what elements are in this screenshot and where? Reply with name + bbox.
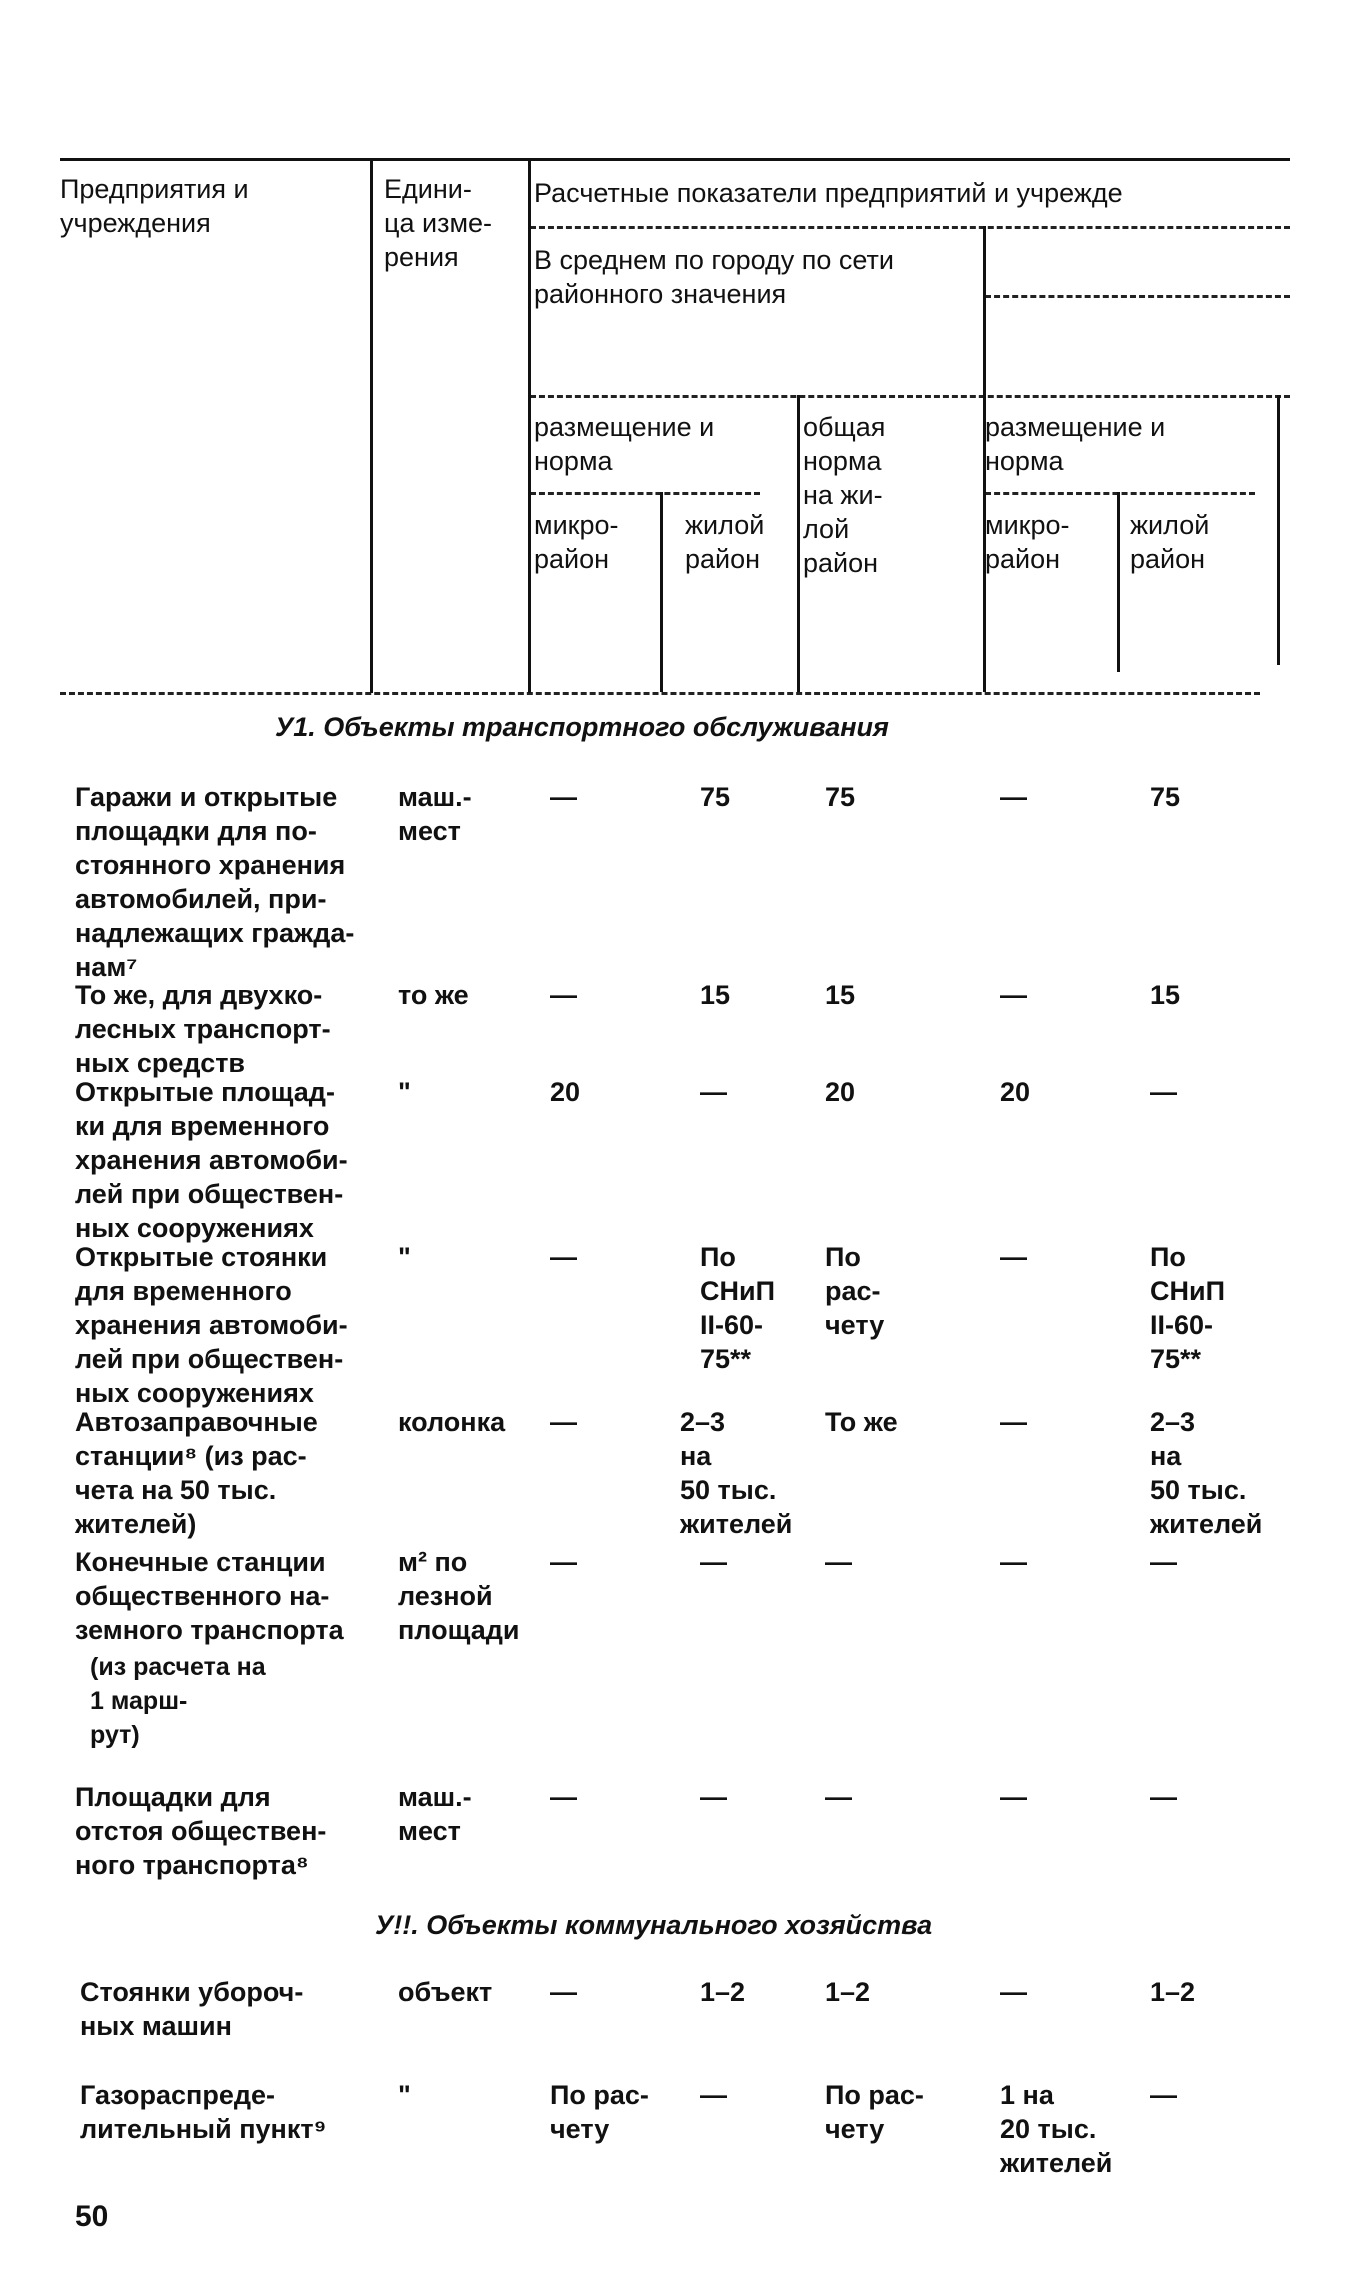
header-microdistrict-2: микро- район [985,510,1070,574]
cell-micro-2: — [1000,1407,1027,1437]
row-unit: то же [398,980,469,1010]
cell-general: — [825,1782,852,1812]
row-unit: " [398,1242,411,1272]
cell-residential-2: 15 [1150,980,1181,1010]
cell-residential-2: — [1150,1077,1177,1107]
header-rule [530,226,1290,229]
row-unit: маш.- мест [398,1782,472,1846]
cell-residential-2: По СНиП II-60- 75** [1150,1242,1226,1374]
row-unit: " [398,1077,411,1107]
row-unit: колонка [398,1407,506,1437]
cell-micro-1: — [550,980,577,1010]
cell-residential-1: По СНиП II-60- 75** [700,1242,776,1374]
column-divider [797,395,800,692]
column-divider [370,158,373,693]
section-title-transport: У1. Объекты транспортного обслуживания [275,712,889,742]
header-residential-1: жилой район [685,510,765,574]
cell-micro-2: — [1000,1242,1027,1272]
cell-micro-2: — [1000,1782,1027,1812]
cell-residential-2: 2–3 на 50 тыс. жителей [1150,1407,1263,1539]
header-residential-2: жилой район [1130,510,1210,574]
cell-residential-2: 1–2 [1150,1977,1196,2007]
cell-general: 75 [825,782,856,812]
cell-general: 15 [825,980,856,1010]
cell-micro-1: — [550,1407,577,1437]
row-unit: " [398,2080,411,2110]
cell-micro-1: — [550,782,577,812]
header-rule [985,295,1290,298]
header-rule [985,492,1255,495]
header-unit: Едини- ца изме- рения [384,174,493,272]
terminal-note: (из расчета на 1 марш- рут) [90,1653,266,1749]
cell-micro-2: 1 на 20 тыс. жителей [1000,2080,1113,2178]
column-divider [660,492,663,692]
cell-general: — [825,1547,852,1577]
cell-residential-1: 1–2 [700,1977,746,2007]
row-unit: м² по лезной площади [398,1547,520,1645]
header-bottom-rule [60,692,1260,695]
cell-residential-1: — [700,1782,727,1812]
cell-micro-2: — [1000,782,1027,812]
column-divider [528,158,531,693]
cell-general: 1–2 [825,1977,871,2007]
cell-residential-2: 75 [1150,782,1181,812]
header-microdistrict-1: микро- район [534,510,619,574]
cell-residential-2: — [1150,1547,1177,1577]
cell-micro-1: По рас- чету [550,2080,649,2144]
header-placement-1: размещение и норма [534,412,715,476]
header-city-average: В среднем по городу по сети районного значения [534,245,895,309]
header-placement-2: размещение и норма [985,412,1166,476]
cell-residential-2: — [1150,1782,1177,1812]
cell-micro-1: — [550,1977,577,2007]
column-divider [1117,492,1120,672]
cell-general: По рас- чету [825,2080,924,2144]
header-indicators: Расчетные показатели предприятий и учрежде [534,178,1123,208]
cell-residential-1: — [700,1547,727,1577]
header-general-norm: общая норма на жи- лой район [803,412,886,578]
page-number: 50 [75,2200,109,2233]
cell-residential-1: — [700,2080,727,2110]
cell-residential-1: 75 [700,782,731,812]
cell-micro-1: 20 [550,1077,581,1107]
row-name: То же, для двухко- лесных транспорт- ных средств [75,980,331,1078]
header-rule [530,492,760,495]
row-name: Гаражи и открытые площадки для по- стоянного хранения автомобилей, при- надлежащих гражда- нам⁷ [75,782,355,982]
column-divider [1277,395,1280,665]
row-name: Открытые площад- ки для временного хранения автомоби- лей при обществен- ных сооружениях [75,1077,348,1243]
row-name: Газораспреде- лительный пункт⁹ [80,2080,327,2144]
row-unit: маш.- мест [398,782,472,846]
row-name: Открытые стоянки для временного хранения автомоби- лей при обществен- ных сооружениях [75,1242,348,1408]
cell-general: По рас- чету [825,1242,885,1340]
cell-micro-1: — [550,1782,577,1812]
row-name: Конечные станции общественного на- земного транспорта [75,1547,344,1645]
table-top-rule [60,158,1290,161]
cell-residential-2: — [1150,2080,1177,2110]
cell-micro-2: — [1000,1977,1027,2007]
row-name: Площадки для отстоя обществен- ного транспорта⁸ [75,1782,327,1880]
row-name: Автозаправочные станции⁸ (из рас- чета на 50 тыс. жителей) [75,1407,318,1539]
cell-general: То же [825,1407,898,1437]
cell-micro-1: — [550,1547,577,1577]
cell-micro-2: — [1000,1547,1027,1577]
cell-micro-1: — [550,1242,577,1272]
cell-residential-1: 2–3 на 50 тыс. жителей [680,1407,793,1539]
row-name: Стоянки убороч- ных машин [80,1977,304,2041]
section-title-communal: У!!. Объекты коммунального хозяйства [375,1910,933,1940]
header-rule [530,395,1290,398]
header-enterprises: Предприятия и учреждения [60,174,249,238]
cell-general: 20 [825,1077,856,1107]
cell-micro-2: — [1000,980,1027,1010]
cell-micro-2: 20 [1000,1077,1031,1107]
row-unit: объект [398,1977,493,2007]
cell-residential-1: — [700,1077,727,1107]
cell-residential-1: 15 [700,980,731,1010]
